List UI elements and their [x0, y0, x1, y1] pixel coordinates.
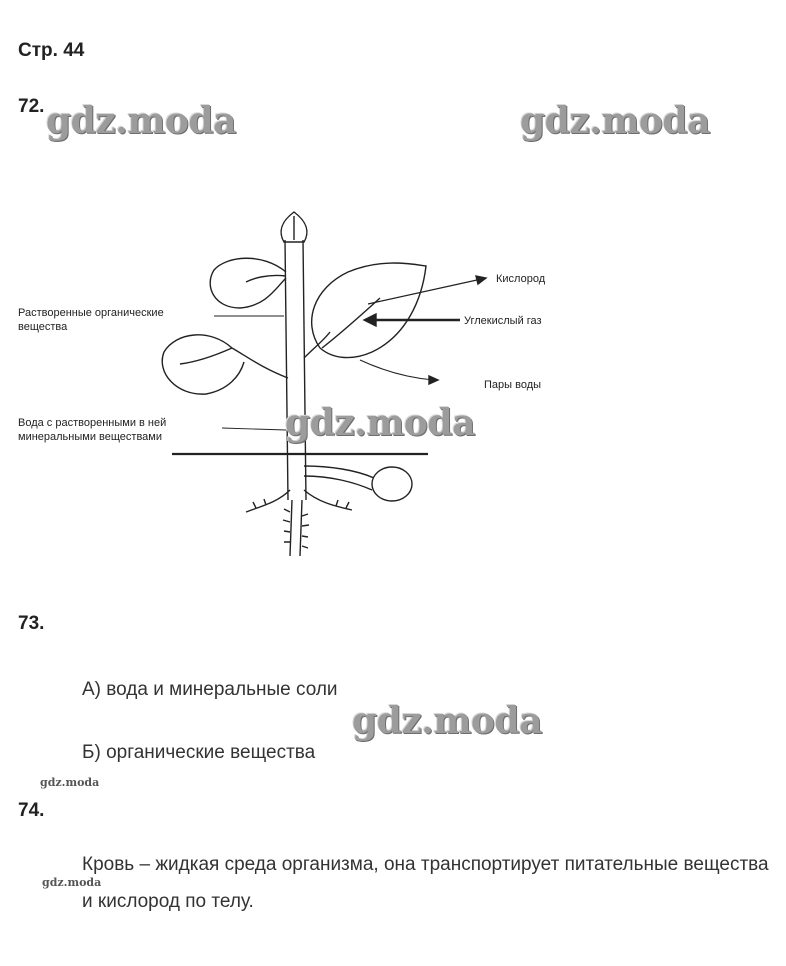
watermark-task-73: gdz.moda	[352, 700, 542, 742]
watermark-top-left: gdz.moda	[46, 100, 236, 142]
stem	[285, 240, 306, 500]
task-72-number: 72.	[18, 96, 45, 117]
plant-transport-diagram	[0, 200, 786, 580]
label-organic-line-2: вещества	[18, 321, 68, 333]
task-73-number: 73.	[18, 613, 45, 634]
watermark-diagram: gdz.moda	[285, 402, 475, 444]
label-water-line-2: минеральными веществами	[18, 431, 162, 443]
label-water-line-1: Вода с растворенными в ней	[18, 417, 167, 429]
task-73-answer-a: А) вода и минеральные соли	[82, 679, 338, 700]
label-co2: Углекислый газ	[464, 315, 542, 327]
root-left	[246, 490, 290, 512]
task-74-answer: Кровь – жидкая среда организма, она транспортирует питательные вещества и кислород по телу.	[82, 854, 769, 912]
tuber	[372, 467, 412, 501]
watermark-small-2: gdz.moda	[42, 876, 102, 889]
task-73-answer-b: Б) органические вещества	[82, 742, 316, 763]
page-title: Стр. 44	[18, 40, 85, 61]
root-right	[304, 490, 352, 510]
label-organic-line-1: Растворенные органические	[18, 307, 164, 319]
left-leaf	[162, 335, 244, 394]
label-oxygen: Кислород	[496, 273, 546, 285]
label-water-vapor: Пары воды	[484, 379, 542, 391]
small-leaf	[210, 258, 286, 308]
watermark-small-1: gdz.moda	[40, 776, 100, 789]
root-main	[290, 500, 302, 556]
watermark-top-right: gdz.moda	[520, 100, 710, 142]
task-74-number: 74.	[18, 800, 45, 821]
